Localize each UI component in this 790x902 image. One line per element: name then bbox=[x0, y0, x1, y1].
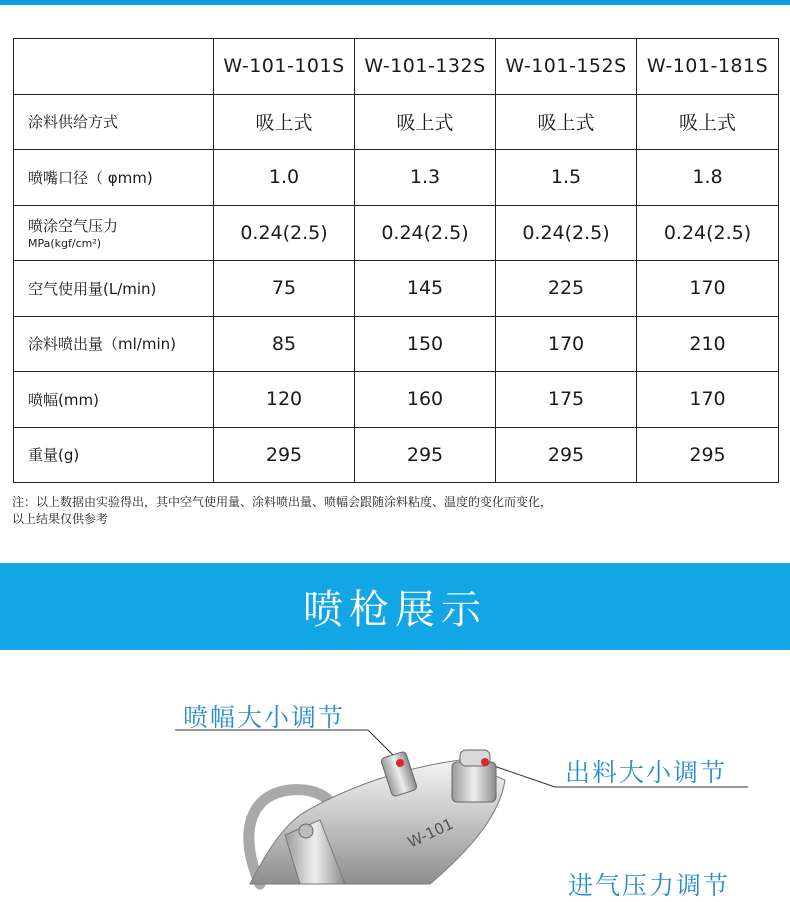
model-header: W-101-152S bbox=[496, 39, 637, 95]
row-label: 涂料喷出量（ml/min) bbox=[14, 316, 214, 372]
row-label: 涂料供给方式 bbox=[14, 94, 214, 150]
cell-value: 175 bbox=[496, 372, 637, 428]
cell-value: 0.24(2.5) bbox=[214, 205, 355, 261]
cell-value: 160 bbox=[355, 372, 496, 428]
top-accent-bar bbox=[0, 0, 790, 5]
table-row bbox=[14, 94, 779, 150]
cell-value: 吸上式 bbox=[496, 94, 637, 150]
cell-value: 170 bbox=[496, 316, 637, 372]
cell-value: 295 bbox=[496, 427, 637, 483]
row-label-unit: MPa(kgf/cm²) bbox=[28, 237, 102, 251]
model-header: W-101-101S bbox=[214, 39, 355, 95]
row-label: 喷幅(mm) bbox=[14, 372, 214, 428]
table-row bbox=[14, 150, 779, 206]
cell-value: 1.5 bbox=[496, 150, 637, 206]
cell-value: 295 bbox=[637, 427, 779, 483]
cell-value: 210 bbox=[637, 316, 779, 372]
cell-value: 1.8 bbox=[637, 150, 779, 206]
footnote-line: 以上结果仅供参考 bbox=[12, 512, 109, 526]
cell-value: 1.0 bbox=[214, 150, 355, 206]
row-label: 重量(g) bbox=[14, 427, 214, 483]
table-row bbox=[14, 427, 779, 483]
table-row bbox=[14, 205, 779, 261]
cell-value: 225 bbox=[496, 261, 637, 317]
row-label-cell bbox=[14, 205, 214, 261]
table-row bbox=[14, 372, 779, 428]
fluid-adjust-knob bbox=[452, 762, 496, 802]
cell-value: 0.24(2.5) bbox=[496, 205, 637, 261]
row-label: 空气使用量(L/min) bbox=[14, 261, 214, 317]
cell-value: 170 bbox=[637, 372, 779, 428]
model-header: W-101-132S bbox=[355, 39, 496, 95]
cell-value: 295 bbox=[355, 427, 496, 483]
section-title: 喷枪展示 bbox=[303, 587, 487, 633]
cell-value: 吸上式 bbox=[637, 94, 779, 150]
cell-value: 1.3 bbox=[355, 150, 496, 206]
table-row bbox=[14, 261, 779, 317]
row-label: 喷涂空气压力 bbox=[28, 217, 119, 236]
spec-table bbox=[13, 38, 779, 483]
header-empty-cell bbox=[14, 39, 214, 95]
cell-value: 0.24(2.5) bbox=[637, 205, 779, 261]
callout-fluid-amount: 出料大小调节 bbox=[565, 758, 728, 787]
cell-value: 75 bbox=[214, 261, 355, 317]
cell-value: 170 bbox=[637, 261, 779, 317]
table-row bbox=[14, 316, 779, 372]
gun-model-marking: W-101 bbox=[404, 814, 457, 852]
cell-value: 吸上式 bbox=[214, 94, 355, 150]
marker-dot bbox=[396, 759, 404, 767]
cell-value: 85 bbox=[214, 316, 355, 372]
footnote bbox=[12, 494, 552, 528]
model-header: W-101-181S bbox=[637, 39, 779, 95]
footnote-line: 注：以上数据由实验得出，其中空气使用量、涂料喷出量、喷幅会跟随涂料粘度、温度的变化而变化， bbox=[12, 495, 553, 509]
callout-air-pressure: 进气压力调节 bbox=[568, 871, 731, 900]
section-banner bbox=[0, 563, 790, 650]
trigger-pivot bbox=[299, 824, 313, 838]
table-header-row bbox=[14, 39, 779, 95]
cell-value: 吸上式 bbox=[355, 94, 496, 150]
row-label: 喷嘴口径（ φmm) bbox=[14, 150, 214, 206]
cell-value: 145 bbox=[355, 261, 496, 317]
marker-dot bbox=[481, 758, 489, 766]
cell-value: 120 bbox=[214, 372, 355, 428]
cell-value: 295 bbox=[214, 427, 355, 483]
cell-value: 150 bbox=[355, 316, 496, 372]
cell-value: 0.24(2.5) bbox=[355, 205, 496, 261]
callout-spray-width: 喷幅大小调节 bbox=[183, 703, 346, 732]
